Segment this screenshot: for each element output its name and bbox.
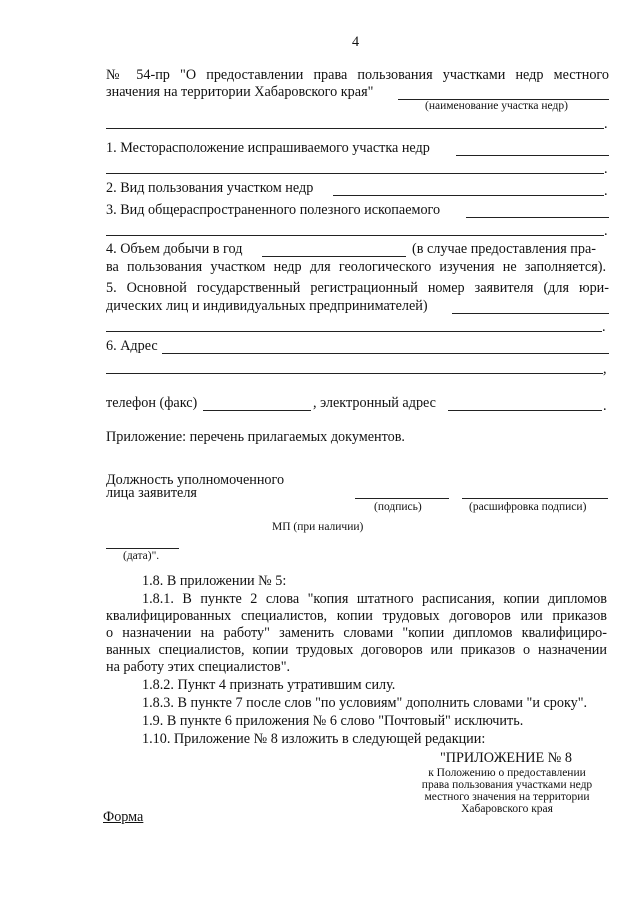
phone-label: телефон (факс) (106, 395, 198, 411)
item-2-label: 2. Вид пользования участком недр (106, 180, 314, 196)
field-location[interactable] (456, 155, 609, 156)
date-caption: (дата)". (123, 550, 160, 562)
item-3-end-mark: . (604, 223, 608, 239)
item-1-label: 1. Месторасположение испрашиваемого участка недр (106, 140, 430, 156)
item-6-end-mark: , (603, 361, 607, 377)
amendment-1-10: 1.10. Приложение № 8 изложить в следующей редакции: (142, 731, 486, 747)
amendment-1-8-1-line-1: 1.8.1. В пункте 2 слова "копия штатного расписания, копии дипломов (142, 591, 607, 607)
field-location-cont[interactable] (106, 173, 604, 174)
appendix-title: "ПРИЛОЖЕНИЕ № 8 (440, 750, 572, 766)
item-5-end-mark: . (602, 319, 606, 335)
field-mineral-type-cont[interactable] (106, 235, 604, 236)
signature-caption: (подпись) (374, 501, 422, 513)
intro-end-mark: . (604, 116, 608, 132)
item-3-label: 3. Вид общераспространенного полезного ископаемого (106, 202, 441, 218)
field-address-cont[interactable] (106, 373, 603, 374)
item-4-label: 4. Объем добычи в год (106, 241, 243, 257)
appendix-line-2: права пользования участками недр (421, 779, 593, 791)
field-signature[interactable] (355, 498, 449, 499)
signatory-position-line-2: лица заявителя (106, 485, 197, 501)
amendment-1-8-1-line-4: ванных специалистов, копии трудовых договоров или приказов о назначении (106, 642, 607, 658)
intro-line-2: значения на территории Хабаровского края" (106, 84, 374, 100)
field-annual-volume[interactable] (262, 256, 406, 257)
subsoil-name-caption: (наименование участка недр) (425, 100, 568, 112)
amendment-1-8-3: 1.8.3. В пункте 7 после слов "по условиям" дополнить словами "и сроку". (142, 695, 588, 711)
appendix-line-4: Хабаровского края (461, 803, 553, 815)
page-number: 4 (352, 34, 360, 50)
email-label: , электронный адрес (313, 395, 436, 411)
intro-line-1: № 54-пр "О предоставлении права пользования участками недр местного (106, 67, 609, 83)
item-5-label-cont: дических лиц и индивидуальных предпринимателей) (106, 298, 428, 314)
field-address[interactable] (162, 353, 609, 354)
item-4-note: (в случае предоставления пра- (412, 241, 597, 257)
amendment-1-8: 1.8. В приложении № 5: (142, 573, 287, 589)
amendment-1-8-2: 1.8.2. Пункт 4 признать утратившим силу. (142, 677, 396, 693)
amendment-1-8-1-line-3: о назначении на работу" заменить словами "копии дипломов квалифициро- (106, 625, 607, 641)
amendment-1-8-1-line-5: на работу этих специалистов". (106, 659, 291, 675)
field-ogrn-cont[interactable] (106, 331, 602, 332)
item-5-label: 5. Основной государственный регистрационный номер заявителя (для юри- (106, 280, 609, 296)
item-4-note-cont: ва пользования участком недр для геологического изучения не заполняется). (106, 259, 606, 275)
form-label: Форма (103, 809, 144, 825)
field-email[interactable] (448, 410, 602, 411)
field-ogrn[interactable] (452, 313, 609, 314)
field-signature-decode[interactable] (462, 498, 608, 499)
item-1-end-mark: . (604, 161, 608, 177)
seal-label: МП (при наличии) (272, 521, 364, 533)
signatory-position-line-1: Должность уполномоченного (106, 472, 285, 488)
signature-decode-caption: (расшифровка подписи) (469, 501, 587, 513)
field-usage-type[interactable] (333, 195, 604, 196)
attachment-note: Приложение: перечень прилагаемых документов. (106, 429, 405, 445)
field-subsoil-name-cont[interactable] (106, 128, 604, 129)
field-mineral-type[interactable] (466, 217, 609, 218)
item-2-end-mark: . (604, 183, 608, 199)
field-phone[interactable] (203, 410, 311, 411)
appendix-line-3: местного значения на территории (424, 791, 590, 803)
field-date[interactable] (106, 548, 179, 549)
amendment-1-9: 1.9. В пункте 6 приложения № 6 слово "Почтовый" исключить. (142, 713, 524, 729)
item-6-label: 6. Адрес (106, 338, 158, 354)
appendix-line-1: к Положению о предоставлении (428, 767, 586, 779)
amendment-1-8-1-line-2: квалифицированных специалистов, копии трудовых договоров или приказов (106, 608, 607, 624)
email-end-mark: . (603, 398, 607, 414)
